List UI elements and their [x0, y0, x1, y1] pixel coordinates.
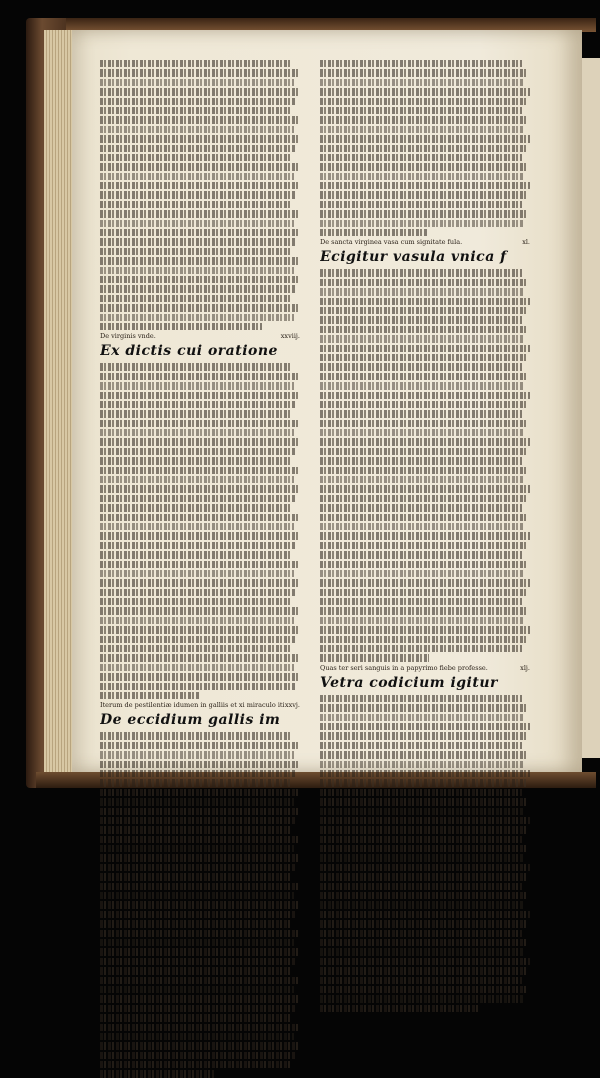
chapter-number: xlj.: [520, 663, 530, 672]
text-line: [320, 559, 528, 568]
text-line: [320, 796, 528, 805]
text-line: [320, 834, 522, 843]
text-line: [320, 512, 528, 521]
text-line: [100, 1059, 292, 1068]
text-line: [320, 634, 526, 643]
text-line: [320, 189, 526, 198]
text-line: [320, 67, 528, 76]
text-line: [320, 730, 526, 739]
text-line: [100, 984, 294, 993]
text-line: [100, 1031, 294, 1040]
text-line: [320, 568, 524, 577]
rubric-text: De virginis vnde.: [100, 332, 156, 341]
text-line: [100, 975, 298, 984]
text-line: [100, 796, 294, 805]
text-line: [100, 236, 296, 245]
text-line: [320, 956, 530, 965]
text-line: [320, 946, 524, 955]
facing-page-edge: [582, 58, 600, 758]
text-line: [320, 540, 526, 549]
text-line: [100, 1012, 292, 1021]
chapter-heading-1: Ex dictis cui oratione: [100, 343, 278, 360]
text-line: [320, 596, 522, 605]
text-line: [320, 314, 522, 323]
text-line: [320, 937, 528, 946]
text-line: [100, 740, 298, 749]
text-line: [320, 852, 524, 861]
text-line: [100, 768, 296, 777]
text-line: [100, 371, 298, 380]
rubric-top-right: [320, 238, 530, 246]
text-line: [320, 105, 522, 114]
text-line: [320, 871, 526, 880]
text-line: [100, 862, 296, 871]
text-line: [320, 199, 522, 208]
text-line: [320, 114, 528, 123]
text-line: [100, 549, 292, 558]
rubric-mid-right: [320, 664, 530, 672]
text-line: [100, 312, 294, 321]
text-line: [100, 133, 300, 142]
text-line: [100, 643, 292, 652]
text-line: [320, 693, 522, 702]
text-line: [100, 568, 294, 577]
rubric-text: De sancta virginea vasa cum signitate fula.: [320, 238, 463, 247]
text-line: [320, 843, 528, 852]
text-line: [100, 843, 294, 852]
text-line: [320, 446, 526, 455]
text-line: [100, 730, 292, 739]
text-line: [320, 587, 526, 596]
text-line: [100, 871, 292, 880]
text-line: [100, 881, 298, 890]
text-line: [320, 493, 526, 502]
text-line: [320, 124, 524, 133]
text-line: [100, 834, 298, 843]
text-line: [320, 418, 528, 427]
rubric-text: Quas ter seri sanguis in a papyrimo fiebe professe.: [320, 663, 488, 672]
text-line: [320, 371, 528, 380]
text-line: [320, 305, 526, 314]
text-line: [100, 899, 300, 908]
text-line: [320, 171, 524, 180]
text-line: [320, 352, 526, 361]
text-line: [320, 643, 522, 652]
text-line: [100, 361, 292, 370]
text-line: [320, 652, 429, 661]
text-line: [100, 662, 294, 671]
text-line: [100, 1050, 296, 1059]
text-line: [320, 768, 530, 777]
text-line: [320, 483, 530, 492]
text-line: [100, 390, 300, 399]
text-block-5: [320, 267, 530, 661]
text-block-6: [320, 693, 530, 1012]
text-line: [100, 283, 296, 292]
text-line: [100, 265, 294, 274]
text-line: [100, 465, 298, 474]
text-line: [100, 759, 300, 768]
text-block-1: [100, 58, 300, 330]
text-line: [100, 427, 294, 436]
text-line: [100, 521, 294, 530]
text-line: [100, 77, 294, 86]
text-line: [100, 890, 294, 899]
text-line: [320, 267, 522, 276]
text-line: [320, 549, 522, 558]
text-line: [100, 161, 298, 170]
text-line: [320, 824, 526, 833]
text-line: [320, 324, 528, 333]
text-line: [100, 321, 262, 330]
text-line: [320, 993, 524, 1002]
text-line: [100, 993, 300, 1002]
text-line: [320, 777, 526, 786]
text-line: [100, 227, 300, 236]
text-line: [320, 343, 530, 352]
text-line: [320, 521, 524, 530]
text-line: [320, 881, 522, 890]
text-line: [320, 427, 524, 436]
text-line: [320, 390, 530, 399]
text-line: [320, 465, 528, 474]
chapter-heading-4: Vetra codicium igitur: [320, 674, 498, 691]
chapter-number: xxviij.: [280, 332, 300, 341]
text-line: [320, 143, 526, 152]
text-line: [100, 852, 300, 861]
text-line: [100, 199, 292, 208]
text-line: [100, 1022, 298, 1031]
text-line: [100, 255, 298, 264]
text-line: [100, 1003, 296, 1012]
text-line: [320, 890, 528, 899]
text-block-4: [320, 58, 530, 236]
text-line: [320, 965, 526, 974]
text-line: [320, 474, 524, 483]
text-line: [100, 455, 292, 464]
text-line: [100, 806, 300, 815]
text-line: [100, 436, 300, 445]
text-line: [100, 293, 292, 302]
text-line: [100, 928, 298, 937]
text-line: [100, 124, 294, 133]
text-line: [100, 671, 300, 680]
text-line: [320, 702, 528, 711]
text-line: [100, 652, 298, 661]
text-line: [320, 1003, 480, 1012]
text-line: [320, 721, 530, 730]
text-line: [320, 615, 524, 624]
text-line: [320, 133, 530, 142]
text-line: [320, 218, 524, 227]
text-line: [320, 180, 530, 189]
text-line: [320, 286, 524, 295]
rubric-mid-left: [100, 701, 300, 709]
text-line: [320, 296, 530, 305]
text-line: [320, 152, 522, 161]
text-line: [320, 605, 528, 614]
text-line: [320, 361, 522, 370]
text-line: [320, 712, 524, 721]
text-line: [320, 227, 427, 236]
text-line: [320, 749, 528, 758]
text-line: [100, 446, 296, 455]
text-line: [320, 380, 524, 389]
left-text-column: [100, 58, 300, 1078]
text-line: [320, 624, 530, 633]
text-line: [320, 530, 530, 539]
text-line: [320, 928, 522, 937]
text-line: [320, 277, 528, 286]
text-line: [320, 909, 530, 918]
text-line: [100, 824, 292, 833]
text-line: [100, 1040, 300, 1049]
text-line: [100, 577, 300, 586]
text-line: [100, 587, 296, 596]
text-line: [100, 502, 292, 511]
text-line: [320, 787, 522, 796]
text-line: [100, 540, 296, 549]
text-line: [320, 58, 522, 67]
text-line: [320, 455, 522, 464]
text-line: [100, 493, 296, 502]
text-line: [320, 577, 530, 586]
text-line: [100, 690, 200, 699]
text-line: [100, 909, 296, 918]
text-line: [100, 96, 296, 105]
text-line: [100, 634, 296, 643]
text-line: [320, 899, 524, 908]
text-line: [100, 530, 300, 539]
text-line: [320, 333, 524, 342]
text-line: [100, 114, 298, 123]
text-line: [320, 815, 530, 824]
text-line: [100, 512, 298, 521]
chapter-number: xl.: [522, 238, 530, 247]
text-line: [100, 189, 296, 198]
text-line: [320, 399, 526, 408]
chapter-number: xxvj.: [284, 701, 300, 710]
rubric-top-left: [100, 332, 300, 340]
text-line: [100, 408, 292, 417]
text-block-3: [100, 730, 300, 1077]
text-block-2: [100, 361, 300, 699]
text-line: [100, 143, 296, 152]
text-line: [100, 380, 294, 389]
right-text-column: [320, 58, 530, 1012]
text-line: [100, 208, 298, 217]
text-line: [100, 946, 300, 955]
text-line: [100, 605, 298, 614]
text-line: [320, 408, 522, 417]
text-line: [100, 418, 298, 427]
text-line: [100, 965, 292, 974]
text-line: [100, 171, 294, 180]
text-line: [100, 1068, 214, 1077]
text-line: [320, 975, 522, 984]
text-line: [320, 77, 524, 86]
text-line: [320, 208, 528, 217]
text-line: [100, 787, 298, 796]
text-line: [100, 274, 300, 283]
text-line: [100, 483, 300, 492]
text-line: [320, 984, 528, 993]
text-line: [100, 58, 292, 67]
text-line: [100, 180, 300, 189]
text-line: [100, 559, 298, 568]
text-line: [100, 67, 298, 76]
text-line: [100, 152, 292, 161]
text-line: [100, 937, 294, 946]
text-line: [100, 615, 294, 624]
text-line: [320, 86, 530, 95]
text-line: [320, 502, 522, 511]
text-line: [100, 956, 296, 965]
text-line: [100, 246, 292, 255]
text-line: [100, 218, 294, 227]
text-line: [100, 399, 296, 408]
text-line: [100, 777, 292, 786]
text-line: [100, 624, 300, 633]
chapter-heading-2: De eccidium gallis im: [100, 712, 281, 729]
text-line: [320, 740, 522, 749]
rubric-text: Iterum de pestilentiæ idumen in galliis et xi miraculo iti: [100, 701, 285, 710]
text-line: [100, 749, 294, 758]
text-line: [100, 596, 292, 605]
text-line: [320, 918, 526, 927]
text-line: [100, 918, 292, 927]
text-line: [100, 474, 294, 483]
text-line: [100, 681, 296, 690]
text-line: [100, 815, 296, 824]
text-line: [320, 759, 524, 768]
text-line: [100, 105, 292, 114]
text-line: [320, 862, 530, 871]
chapter-heading-3: Ecigitur vasula vnica f: [320, 249, 507, 266]
text-line: [100, 86, 300, 95]
text-line: [320, 806, 524, 815]
text-line: [100, 302, 298, 311]
text-line: [320, 436, 530, 445]
text-line: [320, 96, 526, 105]
text-line: [320, 161, 528, 170]
